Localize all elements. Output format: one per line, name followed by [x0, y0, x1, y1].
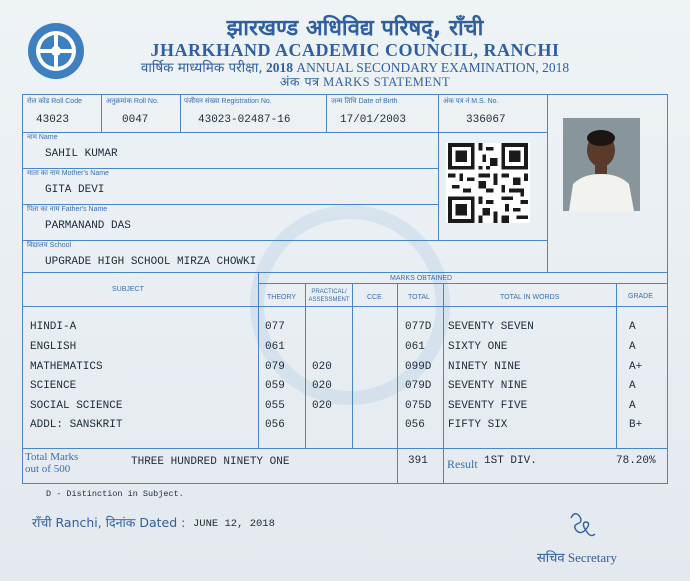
marks-obtained-header: MARKS OBTAINED	[390, 275, 453, 282]
distinction-note: D - Distinction in Subject.	[46, 489, 184, 499]
grade-cell: A+	[629, 361, 643, 373]
words-cell: SEVENTY NINE	[448, 380, 528, 392]
words-cell: NINETY NINE	[448, 361, 521, 373]
ms-no-label: अंक पत्र नं M.S. No.	[443, 98, 499, 105]
practical-header: PRACTICAL/ ASSESSMENT	[308, 289, 350, 303]
roll-code-value: 43023	[36, 114, 70, 126]
dob-value: 17/01/2003	[340, 114, 407, 126]
registration-label: पंजीयन संख्या Registration No.	[184, 98, 272, 105]
words-cell: SEVENTY FIVE	[448, 400, 528, 412]
subject-cell: MATHEMATICS	[30, 361, 103, 373]
roll-no-value: 0047	[122, 114, 149, 126]
subject-cell: HINDI-A	[30, 321, 77, 333]
result-value: 1ST DIV.	[484, 455, 537, 467]
school-value: UPGRADE HIGH SCHOOL MIRZA CHOWKI	[45, 256, 257, 268]
subject-cell: SOCIAL SCIENCE	[30, 400, 123, 412]
cce-header: CCE	[367, 294, 382, 301]
total-value: 391	[408, 455, 428, 467]
marks-statement-title	[20, 73, 690, 90]
total-cell: 077D	[405, 321, 432, 333]
dob-label: जन्म तिथि Date of Birth	[331, 98, 398, 105]
grade-cell: A	[629, 380, 636, 392]
practical-cell: 020	[312, 380, 332, 392]
qr-code	[446, 143, 530, 223]
total-marks-label-line2: out of 500	[25, 463, 71, 475]
exam-title-hindi: वार्षिक माध्यमिक परीक्षा,	[140, 60, 263, 76]
exam-title-english: ANNUAL SECONDARY EXAMINATION, 2018	[296, 60, 570, 75]
name-label: नाम Name	[27, 134, 58, 141]
theory-cell: 055	[265, 400, 285, 412]
total-header: TOTAL	[408, 294, 430, 301]
ms-no-value: 336067	[466, 114, 506, 126]
secretary-hindi: सचिव	[537, 551, 565, 566]
subject-cell: ADDL: SANSKRIT	[30, 419, 123, 431]
school-label: विद्यालय School	[27, 242, 72, 249]
grade-cell: B+	[629, 419, 643, 431]
grade-cell: A	[629, 321, 636, 333]
issue-date: JUNE 12, 2018	[193, 518, 275, 530]
total-marks-label	[25, 451, 78, 475]
theory-cell: 079	[265, 361, 285, 373]
council-name-hindi: झारखण्ड अधिविद्य परिषद्, राँची	[226, 16, 484, 41]
subject-cell: SCIENCE	[30, 380, 77, 392]
total-in-words-header: TOTAL IN WORDS	[500, 294, 560, 301]
father-label: पिता का नाम Father's Name	[27, 206, 108, 213]
total-marks-label-line1: Total Marks	[25, 451, 79, 463]
grade-cell: A	[629, 400, 636, 412]
theory-cell: 059	[265, 380, 285, 392]
theory-cell: 056	[265, 419, 285, 431]
mother-value: GITA DEVI	[45, 184, 105, 196]
theory-cell: 061	[265, 341, 285, 353]
roll-code-label: रोल कोड Roll Code	[27, 98, 82, 105]
place-date-label: राँची Ranchi, दिनांक Dated :	[32, 515, 186, 530]
practical-cell: 020	[312, 361, 332, 373]
theory-header: THEORY	[267, 294, 297, 301]
percentage-value: 78.20%	[616, 455, 656, 467]
total-cell: 056	[405, 419, 425, 431]
total-cell: 075D	[405, 400, 432, 412]
subject-cell: ENGLISH	[30, 341, 77, 353]
words-cell: SIXTY ONE	[448, 341, 508, 353]
secretary-signature	[565, 508, 597, 542]
secretary-label	[537, 548, 617, 566]
result-label: Result	[447, 457, 478, 471]
subject-header: SUBJECT	[112, 286, 144, 293]
father-value: PARMANAND DAS	[45, 220, 131, 232]
exam-year: 2018	[266, 60, 294, 75]
roll-no-label: अनुक्रमांक Roll No.	[106, 98, 159, 105]
student-photo	[563, 118, 640, 211]
total-cell: 079D	[405, 380, 432, 392]
grade-cell: A	[629, 341, 636, 353]
council-name-english: JHARKHAND ACADEMIC COUNCIL, RANCHI	[150, 40, 560, 60]
ms-title-hindi: अंक पत्र	[279, 74, 320, 89]
secretary-english: Secretary	[567, 550, 617, 565]
practical-cell: 020	[312, 400, 332, 412]
words-cell: FIFTY SIX	[448, 419, 508, 431]
mother-label: माता का नाम Mother's Name	[27, 170, 109, 177]
theory-cell: 077	[265, 321, 285, 333]
total-cell: 099D	[405, 361, 432, 373]
registration-value: 43023-02487-16	[198, 114, 291, 126]
total-cell: 061	[405, 341, 425, 353]
total-in-words: THREE HUNDRED NINETY ONE	[131, 456, 290, 468]
words-cell: SEVENTY SEVEN	[448, 321, 534, 333]
grade-header: GRADE	[628, 293, 653, 300]
ms-title-english: MARKS STATEMENT	[323, 75, 451, 89]
name-value: SAHIL KUMAR	[45, 148, 118, 160]
